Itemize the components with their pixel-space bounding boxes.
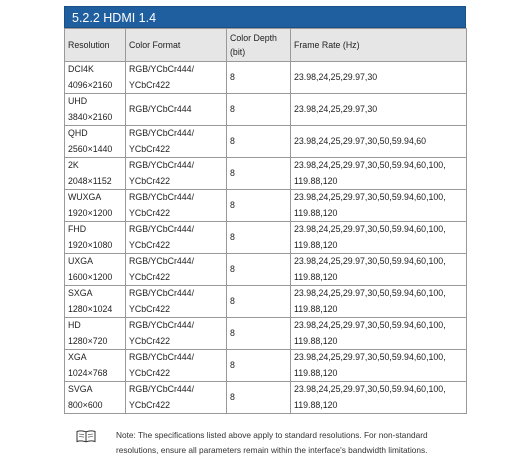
color-format-line2: YCbCr422 (129, 335, 171, 346)
color-format-line2: YCbCr422 (129, 367, 171, 378)
color-format-line1: RGB/YCbCr444/ (129, 384, 195, 394)
note-text (116, 428, 464, 458)
color-format-line1: RGB/YCbCr444/ (129, 160, 195, 170)
color-format-line2: YCbCr422 (129, 303, 171, 314)
frame-rate-line2: 119.88,120 (294, 367, 338, 378)
color-depth-cell: 8 (227, 286, 291, 318)
frame-rate-line2: 119.88,120 (294, 207, 338, 218)
frame-rate-line2: 119.88,120 (294, 175, 338, 186)
hdmi-spec-table (64, 28, 467, 414)
color-format-cell (126, 94, 227, 126)
resolution-cell (65, 62, 126, 94)
frame-rate-line1: 23.98,24,25,29.97,30,50,59.94,60,100, (294, 320, 446, 330)
color-format-line2: YCbCr422 (129, 239, 171, 250)
color-depth-cell: 8 (227, 190, 291, 222)
resolution-size: 1280×1024 (68, 303, 113, 314)
frame-rate-line1: 23.98,24,25,29.97,30 (294, 103, 378, 114)
table-row (65, 190, 467, 222)
frame-rate-cell (291, 286, 467, 318)
resolution-size: 800×600 (68, 399, 103, 410)
color-format-cell (126, 318, 227, 350)
frame-rate-cell (291, 94, 467, 126)
color-format-line1: RGB/YCbCr444/ (129, 128, 195, 138)
resolution-cell (65, 222, 126, 254)
resolution-name: DCI4K (68, 64, 94, 74)
color-format-line1: RGB/YCbCr444/ (129, 256, 195, 266)
color-depth-cell: 8 (227, 62, 291, 94)
spec-section (64, 6, 466, 414)
table-row (65, 382, 467, 414)
resolution-name: QHD (68, 128, 88, 138)
color-format-line2: YCbCr422 (129, 79, 171, 90)
frame-rate-cell (291, 158, 467, 190)
note (64, 428, 464, 458)
resolution-cell (65, 190, 126, 222)
frame-rate-cell (291, 222, 467, 254)
resolution-cell (65, 382, 126, 414)
frame-rate-line2: 119.88,120 (294, 303, 338, 314)
header-color-format: Color Format (126, 29, 227, 62)
frame-rate-cell (291, 190, 467, 222)
resolution-name: 2K (68, 160, 79, 170)
frame-rate-cell (291, 382, 467, 414)
frame-rate-line1: 23.98,24,25,29.97,30 (294, 71, 378, 82)
header-color-depth-line1: Color Depth (230, 33, 277, 43)
table-header-row (65, 29, 467, 62)
frame-rate-line2: 119.88,120 (294, 239, 338, 250)
resolution-size: 3840×2160 (68, 111, 113, 122)
frame-rate-line2: 119.88,120 (294, 399, 338, 410)
color-depth-cell: 8 (227, 382, 291, 414)
resolution-name: SXGA (68, 288, 93, 298)
header-resolution: Resolution (65, 29, 126, 62)
resolution-name: HD (68, 320, 81, 330)
color-depth-cell: 8 (227, 222, 291, 254)
resolution-name: UHD (68, 96, 88, 106)
resolution-name: SVGA (68, 384, 93, 394)
resolution-size: 2560×1440 (68, 143, 113, 154)
resolution-size: 1024×768 (68, 367, 108, 378)
color-format-line2: YCbCr422 (129, 271, 171, 282)
resolution-cell (65, 286, 126, 318)
resolution-size: 4096×2160 (68, 79, 113, 90)
color-format-line1: RGB/YCbCr444/ (129, 192, 195, 202)
header-frame-rate: Frame Rate (Hz) (291, 29, 467, 62)
frame-rate-line2: 119.88,120 (294, 335, 338, 346)
book-icon (76, 429, 96, 443)
color-format-line1: RGB/YCbCr444/ (129, 352, 195, 362)
color-format-line2: YCbCr422 (129, 143, 171, 154)
frame-rate-line1: 23.98,24,25,29.97,30,50,59.94,60,100, (294, 160, 446, 170)
table-row (65, 126, 467, 158)
color-format-cell (126, 62, 227, 94)
color-depth-cell: 8 (227, 158, 291, 190)
color-format-line2: YCbCr422 (129, 175, 171, 186)
resolution-cell (65, 318, 126, 350)
resolution-cell (65, 254, 126, 286)
resolution-cell (65, 158, 126, 190)
color-depth-cell: 8 (227, 254, 291, 286)
color-format-line1: RGB/YCbCr444/ (129, 224, 195, 234)
resolution-name: WUXGA (68, 192, 102, 202)
color-format-cell (126, 222, 227, 254)
color-depth-cell: 8 (227, 126, 291, 158)
table-row (65, 62, 467, 94)
table-row (65, 286, 467, 318)
color-format-line1: RGB/YCbCr444/ (129, 64, 195, 74)
color-format-cell (126, 158, 227, 190)
header-color-depth (227, 29, 291, 62)
color-depth-cell: 8 (227, 94, 291, 126)
header-color-depth-line2: (bit) (230, 47, 246, 57)
color-format-line2: YCbCr422 (129, 207, 171, 218)
table-row (65, 158, 467, 190)
resolution-name: UXGA (68, 256, 93, 266)
frame-rate-line1: 23.98,24,25,29.97,30,50,59.94,60,100, (294, 224, 446, 234)
table-row (65, 94, 467, 126)
color-format-cell (126, 254, 227, 286)
color-format-cell (126, 350, 227, 382)
resolution-size: 1920×1080 (68, 239, 113, 250)
color-format-cell (126, 190, 227, 222)
resolution-size: 1920×1200 (68, 207, 113, 218)
table-row (65, 318, 467, 350)
resolution-size: 2048×1152 (68, 175, 112, 186)
frame-rate-line2: 119.88,120 (294, 271, 338, 282)
section-title: 5.2.2 HDMI 1.4 (64, 6, 466, 28)
color-format-cell (126, 382, 227, 414)
resolution-name: FHD (68, 224, 87, 234)
table-row (65, 350, 467, 382)
resolution-size: 1280×720 (68, 335, 108, 346)
frame-rate-line1: 23.98,24,25,29.97,30,50,59.94,60 (294, 135, 427, 146)
resolution-cell (65, 126, 126, 158)
resolution-cell (65, 94, 126, 126)
color-format-line1: RGB/YCbCr444/ (129, 288, 195, 298)
frame-rate-line1: 23.98,24,25,29.97,30,50,59.94,60,100, (294, 256, 446, 266)
frame-rate-cell (291, 350, 467, 382)
resolution-size: 1600×1200 (68, 271, 113, 282)
frame-rate-cell (291, 318, 467, 350)
frame-rate-line1: 23.98,24,25,29.97,30,50,59.94,60,100, (294, 384, 446, 394)
frame-rate-line1: 23.98,24,25,29.97,30,50,59.94,60,100, (294, 288, 446, 298)
note-line-2: resolutions, ensure all parameters remain within the interface's bandwidth limitations. (116, 445, 428, 455)
note-line-1: Note: The specifications listed above apply to standard resolutions. For non-standard (116, 430, 428, 440)
frame-rate-cell (291, 254, 467, 286)
table-row (65, 254, 467, 286)
color-format-line1: RGB/YCbCr444/ (129, 320, 195, 330)
resolution-name: XGA (68, 352, 87, 362)
color-depth-cell: 8 (227, 350, 291, 382)
color-depth-cell: 8 (227, 318, 291, 350)
table-row (65, 222, 467, 254)
frame-rate-line1: 23.98,24,25,29.97,30,50,59.94,60,100, (294, 352, 446, 362)
frame-rate-cell (291, 62, 467, 94)
color-format-line2: YCbCr422 (129, 399, 171, 410)
frame-rate-line1: 23.98,24,25,29.97,30,50,59.94,60,100, (294, 192, 446, 202)
color-format-cell (126, 286, 227, 318)
resolution-cell (65, 350, 126, 382)
color-format-cell (126, 126, 227, 158)
frame-rate-cell (291, 126, 467, 158)
color-format-line1: RGB/YCbCr444 (129, 103, 192, 114)
